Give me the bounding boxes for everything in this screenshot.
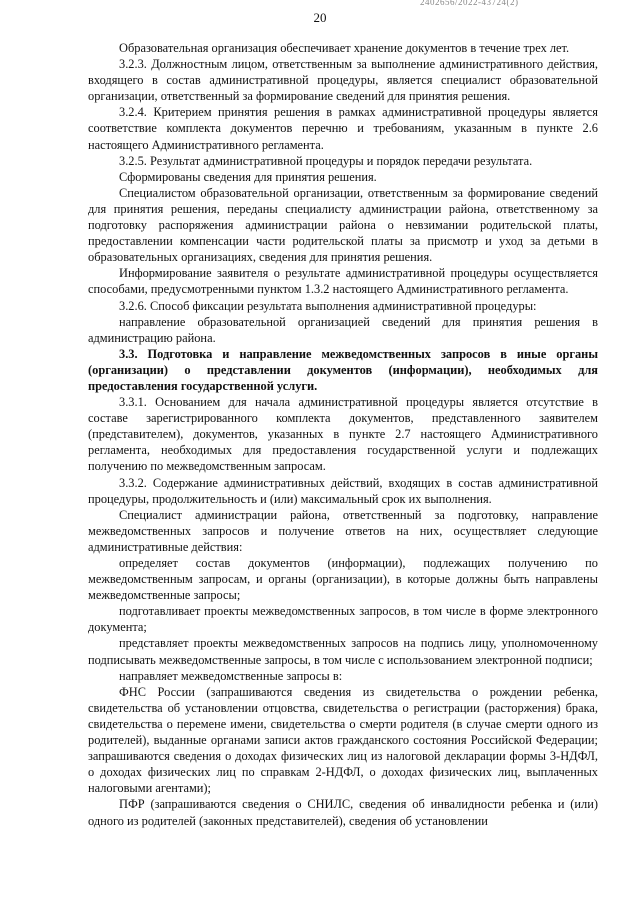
paragraph-3-3-1: 3.3.1. Основанием для начала административной процедуры является отсутствие в составе зарегистрированного комплекта документов, представленного заявителем (представителем), документов, указанных в пункте 2.7 настоящего Административного регламента, необходимых для предоставления государственной услуги и подлежащих получению по межведомственным запросам.	[88, 395, 598, 474]
paragraph-3-2-3: 3.2.3. Должностным лицом, ответственным за выполнение административного действия, входящего в состав административной процедуры, является специалист образовательной организации, ответственный за формирование сведений для принятия решения.	[88, 57, 598, 104]
paragraph-fns: ФНС России (запрашиваются сведения из свидетельства о рождении ребенка, свидетельства об установлении отцовства, свидетельства о регистрации (расторжения) брака, свидетельства о перемене имени, свидетельства о смерти родителя (в случае смерти одного из родителей), выданные органами записи актов гражданского состояния Российской Федерации; запрашиваются сведения о доходах физических лиц из налоговой декларации формы 3-НДФЛ, о доходах физических лиц по справкам 2-НДФЛ, о доходах физических лиц, выплаченных налоговыми агентами);	[88, 684, 598, 796]
paragraph-3-2-5: 3.2.5. Результат административной процедуры и порядок передачи результата.	[119, 153, 533, 168]
paragraph-determines: определяет состав документов (информации), подлежащих получению по межведомственным запросам, и органы (организации), в которые должны быть направлены межведомственные запросы;	[88, 556, 598, 603]
paragraph-result-formed: Сформированы сведения для принятия решения.	[119, 169, 377, 184]
paragraph-presents: представляет проекты межведомственных запросов на подпись лицу, уполномоченному подписывать межведомственные запросы, в том числе с использованием электронной подписи;	[88, 636, 598, 667]
paragraph-3-2-6: 3.2.6. Способ фиксации результата выполнения административной процедуры:	[119, 298, 537, 313]
paragraph-3-3-2: 3.3.2. Содержание административных действий, входящих в состав административной процедуры, продолжительность и (или) максимальный срок их выполнения.	[88, 475, 598, 506]
paragraph-specialist-transfer: Специалистом образовательной организации, ответственным за формирование сведений для принятия решения, переданы специалисту администрации района, ответственному за подготовку распоряжения администрации района о невзимании родительской платы, предоставлении компенсации части родительской платы за присмотр и уход за детьми в образовательных организациях, сведения для принятия решения.	[88, 185, 598, 265]
paragraph-specialist-actions: Специалист администрации района, ответственный за подготовку, направление межведомственных запросов и получение ответов на них, осуществляет следующие административные действия:	[88, 507, 598, 554]
paragraph-pfr: ПФР (запрашиваются сведения о СНИЛС, сведения об инвалидности ребенка и (или) одного из родителей (законных представителей), сведения об установлении	[88, 797, 598, 828]
paragraph-storage: Образовательная организация обеспечивает хранение документов в течение трех лет.	[119, 41, 570, 55]
paragraph-sends: направляет межведомственные запросы в:	[119, 668, 343, 683]
paragraph-informing: Информирование заявителя о результате административной процедуры осуществляется способами, предусмотренными пунктом 1.3.2 настоящего Административного регламента.	[88, 266, 598, 297]
section-heading-3-3: 3.3. Подготовка и направление межведомственных запросов в иные органы (организации) о представлении документов (информации), необходимых для предоставления государственной услуги.	[88, 346, 598, 393]
paragraph-3-2-4: 3.2.4. Критерием принятия решения в рамках административной процедуры является соответствие комплекта документов перечню и требованиям, указанным в пункте 2.6 настоящего Административного регламента.	[88, 105, 598, 152]
paragraph-direction: направление образовательной организацией сведений для принятия решения в администрацию района.	[88, 314, 598, 345]
document-body	[88, 40, 598, 829]
document-registration-code: 2402656/2022-43724(2)	[420, 0, 519, 7]
page-number: 20	[313, 10, 327, 25]
paragraph-prepares: подготавливает проекты межведомственных запросов, в том числе в форме электронного документа;	[88, 604, 598, 635]
